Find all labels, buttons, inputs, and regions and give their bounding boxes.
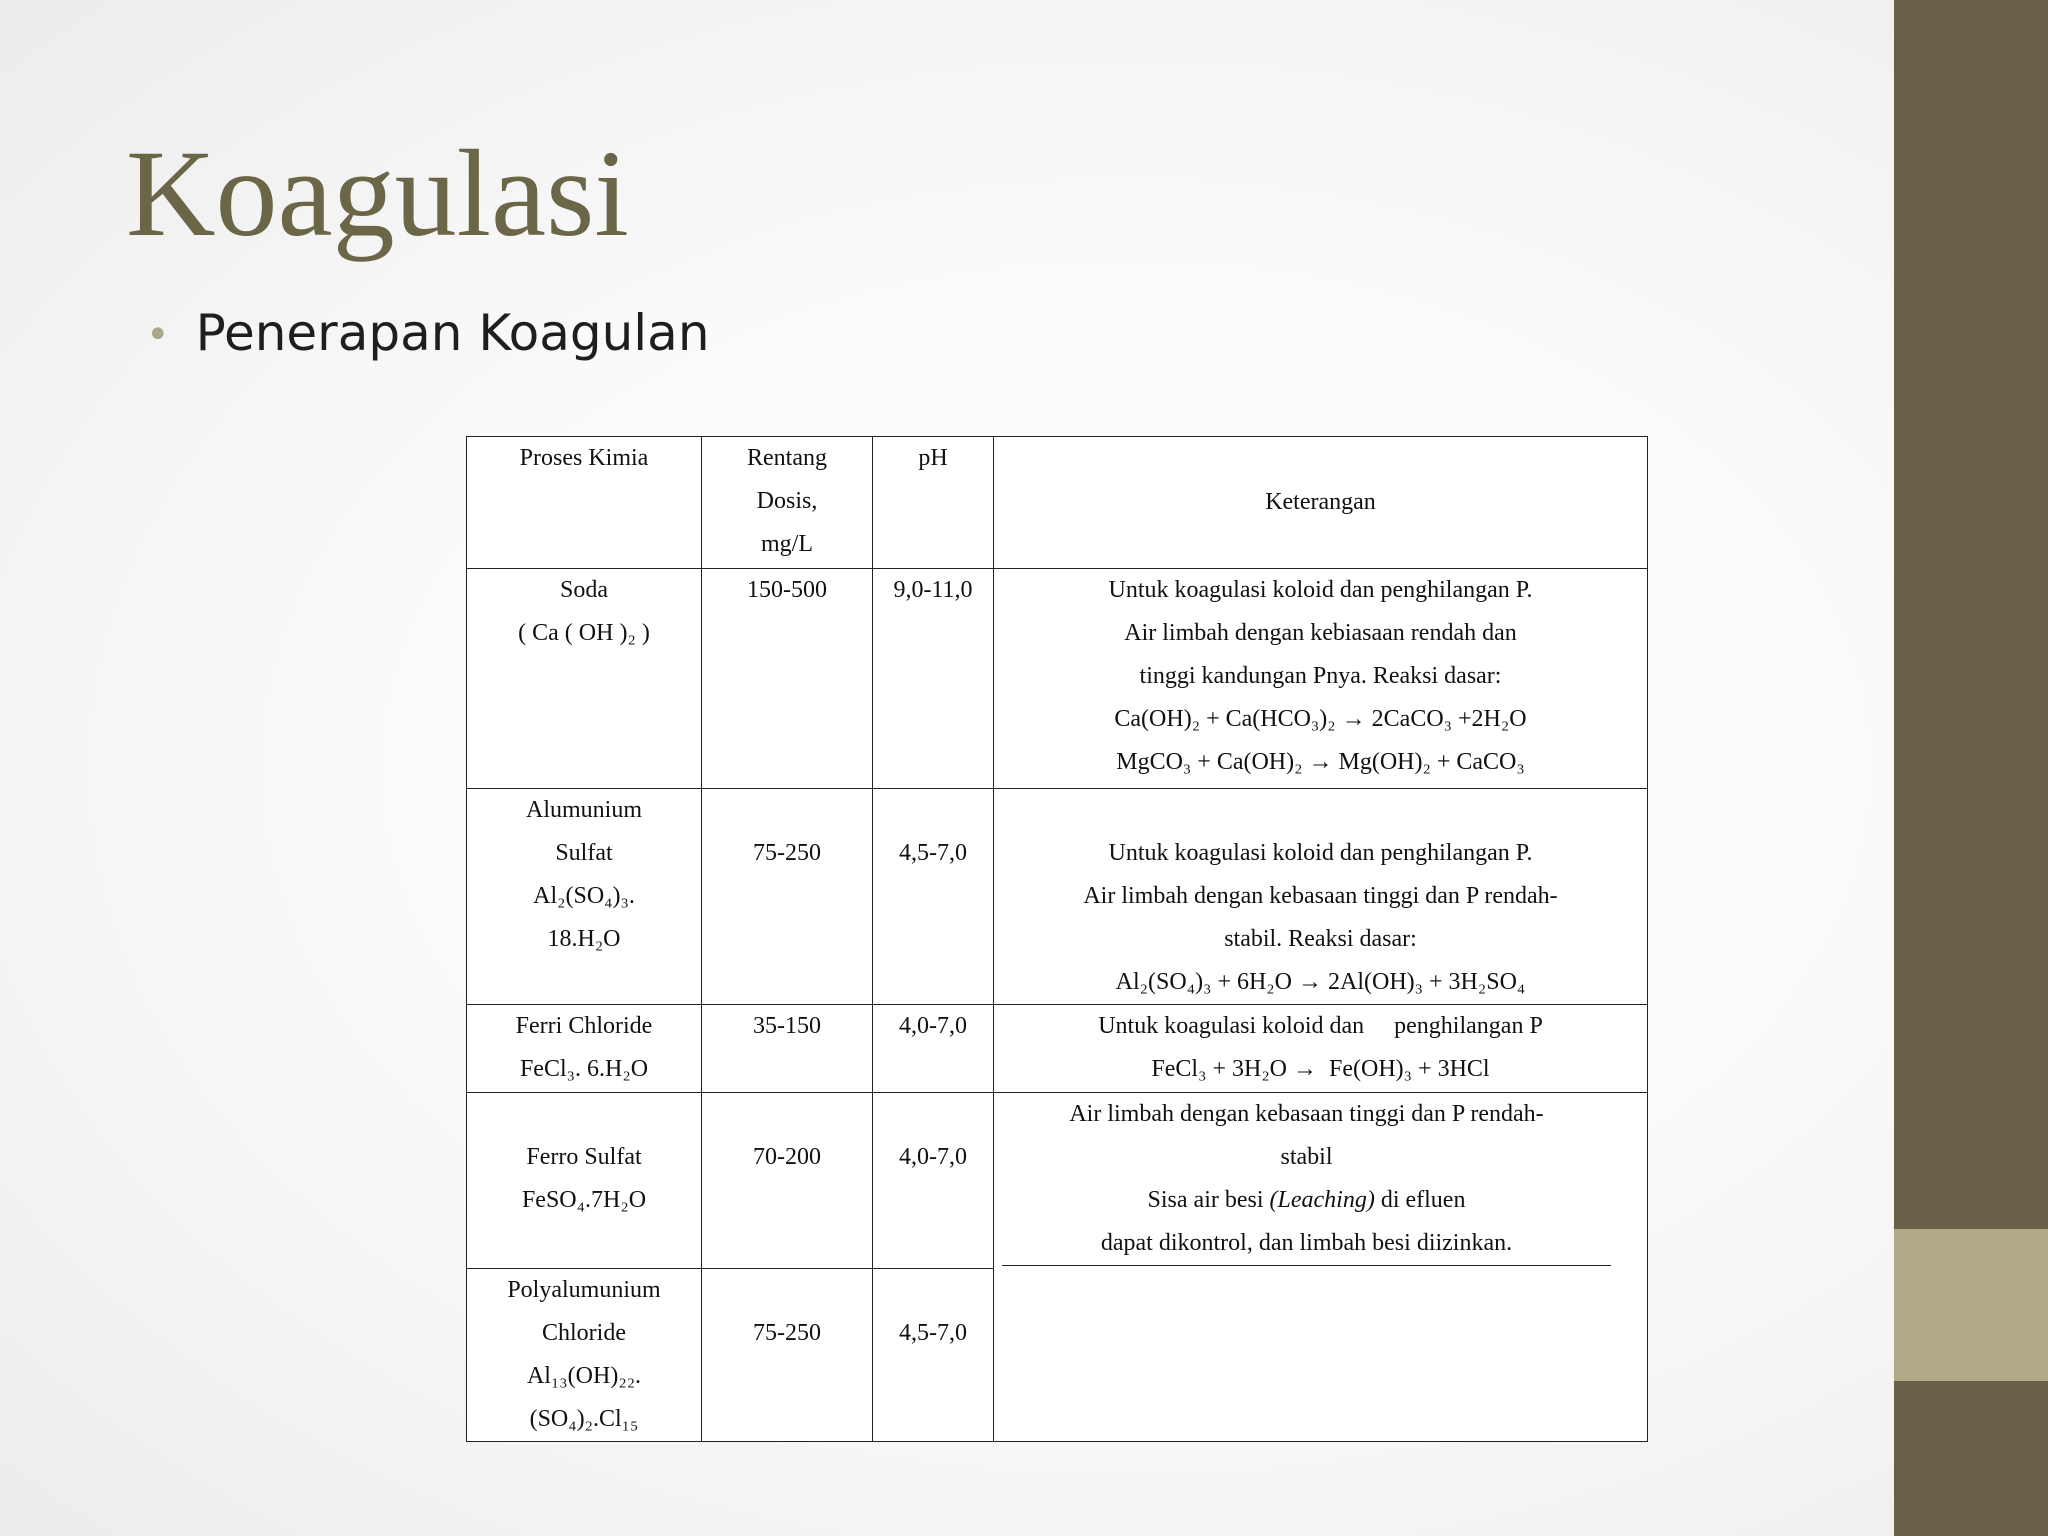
bullet-dot-icon: • <box>146 312 170 358</box>
header-ph: pH <box>873 437 994 569</box>
cell-process: Alumunium Sulfat Al₂(SO₄)₃. 18.H₂O <box>467 789 702 1005</box>
cell-notes: Air limbah dengan kebasaan tinggi dan P rendah- stabil Sisa air besi (Leaching) di efluen dapat dikontrol, dan limbah besi diizinkan. <box>994 1093 1648 1269</box>
table-row <box>467 569 1648 789</box>
cell-process: Ferro Sulfat FeSO₄.7H₂O <box>467 1093 702 1269</box>
cell-notes: Untuk koagulasi koloid dan penghilangan P. Air limbah dengan kebasaan tinggi dan P rendah- stabil. Reaksi dasar: Al₂(SO₄)₃ + 6H₂O → 2Al(OH)₃ + 3H₂SO₄ <box>994 789 1648 1005</box>
slide-title: Koagulasi <box>126 125 629 262</box>
cell-dose: 150-500 <box>702 569 873 789</box>
cell-ph: 4,5-7,0 <box>873 1269 994 1442</box>
cell-dose: 35-150 <box>702 1005 873 1093</box>
table-header-row <box>467 437 1648 569</box>
cell-ph: 4,5-7,0 <box>873 789 994 1005</box>
cell-ph: 9,0-11,0 <box>873 569 994 789</box>
cell-process: Ferri Chloride FeCl₃. 6.H₂O <box>467 1005 702 1093</box>
cell-ph: 4,0-7,0 <box>873 1093 994 1269</box>
bullet-text: Penerapan Koagulan <box>195 304 710 362</box>
notes-leaching-line: Sisa air besi (Leaching) di efluen <box>1147 1187 1466 1213</box>
cell-process: Polyalumunium Chloride Al₁₃(OH)₂₂. (SO₄)₂.Cl₁₅ <box>467 1269 702 1442</box>
cell-notes <box>994 1269 1648 1442</box>
table-row <box>467 1005 1648 1093</box>
bullet-item <box>146 298 710 370</box>
coagulant-table <box>466 436 1648 1442</box>
header-dose: Rentang Dosis, mg/L <box>702 437 873 569</box>
decorative-sidebar-accent <box>1894 1229 2048 1381</box>
cell-process: Soda ( Ca ( OH )₂ ) <box>467 569 702 789</box>
cell-notes: Untuk koagulasi koloid dan penghilangan P FeCl₃ + 3H₂O → Fe(OH)₃ + 3HCl <box>994 1005 1648 1093</box>
cell-dose: 70-200 <box>702 1093 873 1269</box>
cell-ph: 4,0-7,0 <box>873 1005 994 1093</box>
cell-dose: 75-250 <box>702 1269 873 1442</box>
header-notes: Keterangan <box>994 437 1648 569</box>
table-row <box>467 1093 1648 1269</box>
table-row <box>467 1269 1648 1442</box>
header-process: Proses Kimia <box>467 437 702 569</box>
cell-dose: 75-250 <box>702 789 873 1005</box>
table-row <box>467 789 1648 1005</box>
cell-notes: Untuk koagulasi koloid dan penghilangan P. Air limbah dengan kebiasaan rendah dan tinggi kandungan Pnya. Reaksi dasar: Ca(OH)₂ + Ca(HCO₃)₂ → 2CaCO₃ +2H₂O MgCO₃ + Ca(OH)₂ → Mg(OH)₂ + CaCO₃ <box>994 569 1648 789</box>
